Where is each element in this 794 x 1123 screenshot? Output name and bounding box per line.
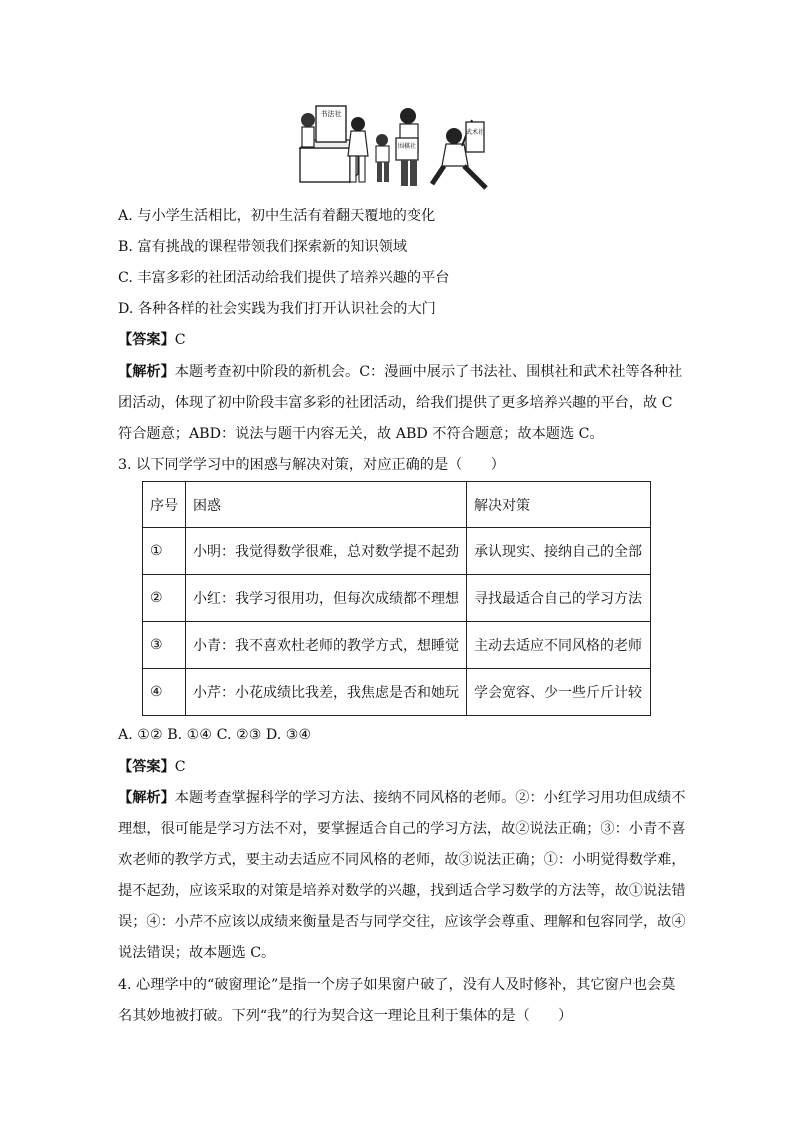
header-cell: 解决对策 (467, 482, 651, 528)
person-head (400, 108, 416, 124)
table-cell: 小明：我觉得数学很难，总对数学提不起劲 (186, 528, 467, 575)
q2-option-a: A. 与小学生活相比，初中生活有着翻天覆地的变化 (118, 208, 436, 224)
answer-value: C (174, 759, 186, 775)
svg-text:武术社: 武术社 (465, 129, 485, 136)
q3-analysis-line-5: 误；④：小芹不应该以成绩来衡量是否与同学交往，应该学会尊重、理解和包容同学，故④ (118, 914, 686, 930)
club-activities-cartoon (296, 100, 502, 196)
q3-stem: 3. 以下同学学习中的困惑与解决对策，对应正确的是（ ） (118, 457, 505, 473)
q2-answer (118, 330, 186, 350)
table-cell: 承认现实、接纳自己的全部 (467, 528, 651, 575)
q3-analysis-line-1 (118, 788, 686, 808)
q2-option-d: D. 各种各样的社会实践为我们打开认识社会的大门 (118, 301, 436, 317)
table-row (143, 622, 651, 669)
table-cell: ② (143, 575, 186, 622)
table-cell: ③ (143, 622, 186, 669)
analysis-label: 【解析】 (118, 364, 175, 380)
table-cell: 小青：我不喜欢杜老师的教学方式，想睡觉 (186, 622, 467, 669)
analysis-text: 本题考查掌握科学的学习方法、接纳不同风格的老师。②：小红学习用功但成绩不 (174, 790, 686, 806)
q2-analysis-line-1 (118, 362, 682, 382)
table-cell: 小红：我学习很用功，但每次成绩都不理想 (186, 575, 467, 622)
answer-label: 【答案】 (118, 332, 175, 348)
q3-analysis-line-2: 理想，很可能是学习方法不对，要掌握适合自己的学习方法，故②说法正确；③：小青不喜 (118, 821, 686, 837)
q2-option-c: C. 丰富多彩的社团活动给我们提供了培养兴趣的平台 (118, 270, 450, 286)
table-cell: 学会宽容、少一些斤斤计较 (467, 669, 651, 716)
table-cell: 主动去适应不同风格的老师 (467, 622, 651, 669)
table-cell: 寻找最适合自己的学习方法 (467, 575, 651, 622)
person-head (351, 117, 365, 131)
analysis-label: 【解析】 (118, 790, 175, 806)
header-cell: 困惑 (186, 482, 467, 528)
q4-stem-line-2: 名其妙地被打破。下列“我”的行为契合这一理论且利于集体的是（ ） (118, 1008, 573, 1024)
header-cell: 序号 (143, 482, 186, 528)
table-cell: ④ (143, 669, 186, 716)
answer-value: C (174, 332, 186, 348)
q2-analysis-line-3: 符合题意；ABD：说法与题干内容无关，故 ABD 不符合题意；故本题选 C。 (118, 426, 604, 442)
person-head (301, 113, 315, 127)
q2-option-b: B. 富有挑战的课程带领我们探索新的知识领域 (118, 239, 408, 255)
analysis-text: 本题考查初中阶段的新机会。C：漫画中展示了书法社、围棋社和武术社等各种社 (174, 364, 683, 380)
answer-label: 【答案】 (118, 759, 175, 775)
person-head (376, 134, 388, 146)
table-row (143, 575, 651, 622)
table-cell: 小芹：小花成绩比我差，我焦虑是否和她玩 (186, 669, 467, 716)
table-row (143, 669, 651, 716)
sign-char: 书法社 (320, 110, 342, 118)
q3-analysis-line-3: 欢老师的教学方式，要主动去适应不同风格的老师，故③说法正确；①：小明觉得数学难， (118, 852, 686, 868)
svg-text:围棋社: 围棋社 (397, 143, 417, 150)
q4-stem-line-1: 4. 心理学中的“破窗理论”是指一个房子如果窗户破了，没有人及时修补，其它窗户也会莫 (118, 977, 676, 993)
table-cell: ① (143, 528, 186, 575)
person-head (446, 128, 462, 144)
q3-options: A. ①② B. ①④ C. ②③ D. ③④ (118, 727, 312, 743)
q3-answer (118, 757, 186, 777)
martial-arts-club-sign (466, 122, 484, 152)
table-row (143, 528, 651, 575)
q3-analysis-line-6: 说法错误；故本题选 C。 (118, 945, 276, 961)
q2-analysis-line-2: 团活动，体现了初中阶段丰富多彩的社团活动，给我们提供了更多培养兴趣的平台，故 C (118, 395, 673, 411)
q3-analysis-line-4: 提不起劲，应该采取的对策是培养对数学的兴趣，找到适合学习数学的方法等，故①说法错 (118, 883, 686, 899)
table-header-row (143, 482, 651, 528)
q3-table (142, 481, 651, 716)
desk (300, 148, 350, 182)
